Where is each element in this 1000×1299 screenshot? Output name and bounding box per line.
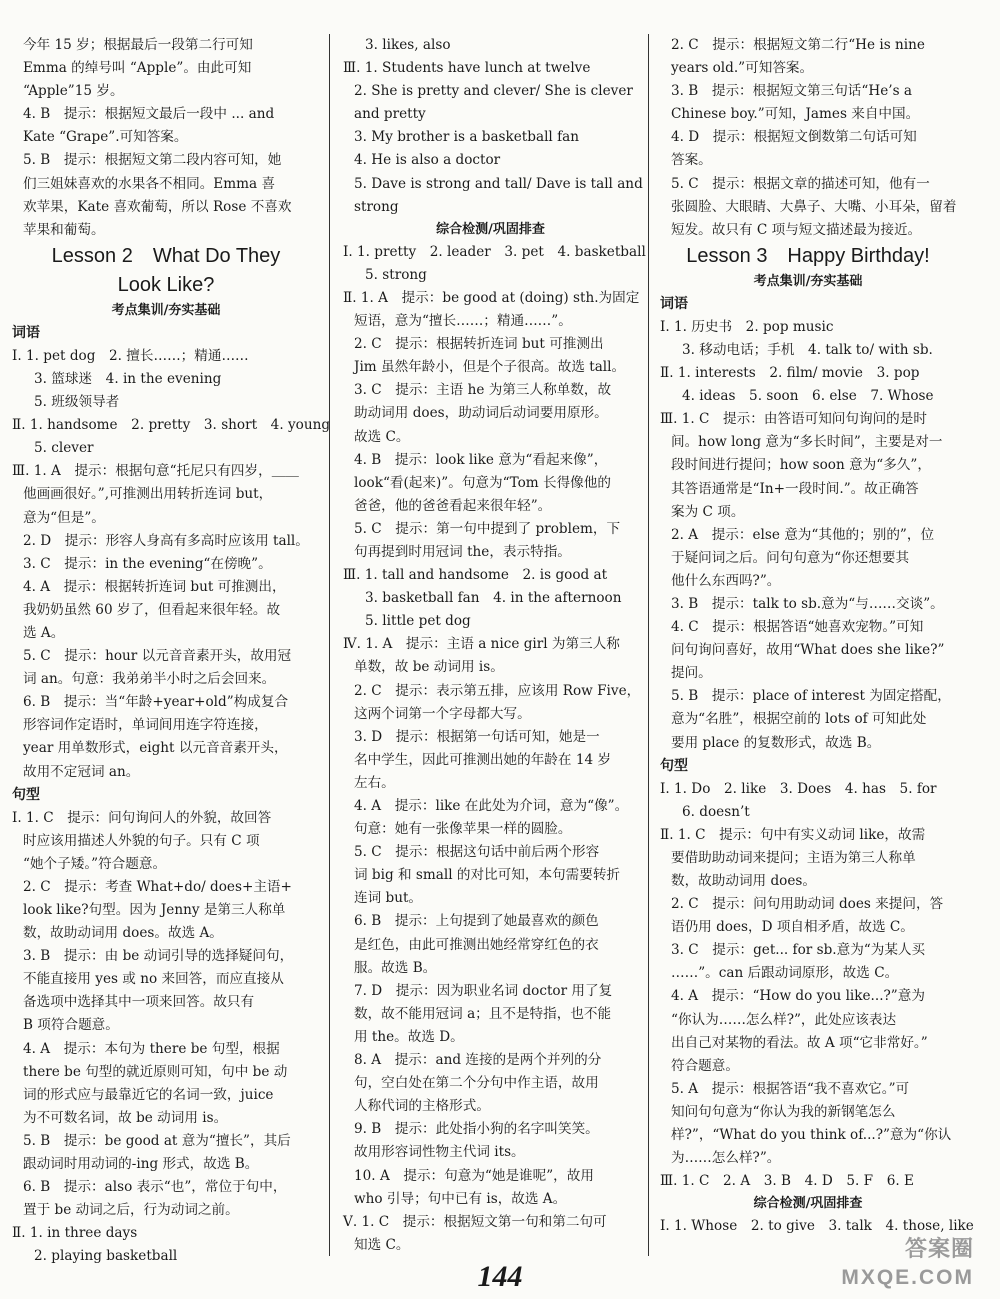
answer-line: Ⅲ. 1. C 提示：由答语可知问句询问的是时 [660,411,927,428]
answer-line: 语仍用 does，D 项自相矛盾，故选 C。 [671,919,914,936]
answer-line: 2. A 提示：else 意为“其他的；别的”，位 [671,526,935,543]
answer-line: 间。how long 意为“多长时间”，主要是对一 [671,434,943,451]
answer-line: 5. B 提示：place of interest 为固定搭配， [671,688,951,705]
answer-line: 3. C 提示：主语 he 为第三人称单数，故 [354,382,612,399]
answer-line: 5. 班级领导者 [34,394,120,411]
answer-line: Ⅳ. 1. A 提示：主语 a nice girl 为第三人称 [343,636,620,653]
answer-line: year 用单数形式，eight 以元音音素开头， [23,740,288,757]
answer-line: 意为“但是”。 [23,509,105,526]
answer-line: “她个子矮。”符合题意。 [23,855,167,872]
answer-line: Ⅲ. 1. C 2. A 3. B 4. D 5. F 6. E [660,1173,914,1190]
answer-line: 3. C 提示：in the evening“在傍晚”。 [23,555,272,572]
answer-line: 提问。 [671,665,712,682]
answer-line: 词 an。句意：我弟弟半小时之后会回来。 [23,671,276,688]
answer-line: 3. basketball fan 4. in the afternoon [365,590,622,607]
answer-line: “你认为……怎么样?”，此处应该表达 [671,1011,897,1028]
answer-line: 句再提到时用冠词 the，表示特指。 [354,543,571,560]
answer-line: 苹果和葡萄。 [23,221,105,238]
answer-line: 4. A 提示：根据转折连词 but 可推测出， [23,578,286,595]
answer-line: 问句询问喜好，故用“What does she like?” [671,642,945,659]
section-heading: 句型 [12,786,40,803]
lesson-title: Lesson 2 What Do They [51,244,281,267]
answer-line: 故用不定冠词 an。 [23,763,140,780]
answer-line: 助动词用 does，助动词后动词要用原形。 [354,405,608,422]
answer-line: 2. She is pretty and clever/ She is clever [354,83,633,100]
answer-line: 3. C 提示：get... for sb.意为“为某人买 [671,942,926,959]
answer-line: ……”。can 后跟动词原形，故选 C。 [671,965,899,982]
answer-line: Ⅱ. 1. interests 2. film/ movie 3. pop [660,365,920,382]
answer-line: Ⅴ. 1. C 提示：根据短文第一句和第二句可 [343,1213,607,1230]
answer-line: 爸爸，他的爸爸看起来很年轻”。 [354,497,552,514]
answer-line: 置于 be 动词之后，行为动词之前。 [23,1202,239,1219]
answer-line: 要借助助动词来提问；主语为第三人称单 [671,849,916,866]
answer-line: 时应该用描述人外貌的句子。只有 C 项 [23,832,260,849]
answer-line: 案为 C 项。 [671,503,745,520]
answer-line: 人称代词的主格形式。 [354,1098,490,1115]
answer-line: Kate “Grape”.可知答案。 [23,129,188,146]
answer-line: 5. C 提示：根据这句话中前后两个形容 [354,844,600,861]
answer-line: 我奶奶虽然 60 岁了，但看起来很年轻。故 [23,601,281,618]
answer-line: 6. B 提示：上句提到了她最喜欢的颜色 [354,913,599,930]
section-heading: 词语 [12,324,40,341]
answer-line: 3. 篮球迷 4. in the evening [34,370,222,387]
answer-line: 符合题意。 [671,1057,739,1074]
answer-line: 意为“名胜”，根据空前的 lots of 可知此处 [671,711,927,728]
answer-line: 数，故不能用冠词 a；且不是特指，也不能 [354,1005,612,1022]
answer-line: “Apple”15 岁。 [23,83,124,100]
answer-line: 出自己对某物的看法。故 A 项“它非常好。” [671,1034,928,1051]
answer-line: 4. He is also a doctor [354,152,501,169]
answer-line: 5. C 提示：第一句中提到了 problem，下 [354,520,621,537]
answer-line: Ⅰ. 1. pet dog 2. 擅长……；精通…… [12,347,249,364]
answer-line: 10. A 提示：句意为“她是谁呢”，故用 [354,1167,594,1184]
lesson-title: Look Like? [117,273,215,296]
answer-line: 5. C 提示：根据文章的描述可知，他有一 [671,175,930,192]
answer-line: 数，故助动词用 does。 [671,873,816,889]
answer-line: Ⅰ. 1. pretty 2. leader 3. pet 4. basketball [343,243,646,260]
answer-line: 这两个词第一个字母都大写。 [354,705,531,722]
page-number: 144 [477,1260,523,1293]
answer-line: Ⅱ. 1. C 提示：句中有实义动词 like，故需 [660,826,926,843]
answer-line: Ⅲ. 1. Students have lunch at twelve [343,60,591,77]
answer-line: 连词 but。 [354,890,423,907]
answer-line: 4. B 提示：look like 意为“看起来像”， [354,451,608,468]
answer-line: 知问句句意为“你认为我的新钢笔怎么 [671,1103,896,1120]
answer-line: 选 A。 [23,624,65,641]
answer-line: 句意：她有一张像苹果一样的圆脸。 [354,821,572,838]
answer-line: 跟动词时用动词的-ing 形式，故选 B。 [23,1156,259,1173]
answer-line: 5. C 提示：hour 以元音音素开头，故用冠 [23,648,292,665]
answer-line: 名中学生，因此可推测出她的年龄在 14 岁 [354,751,612,768]
answer-line: 形容词作定语时，单词间用连字符连接， [23,717,268,734]
answer-line: Ⅱ. 1. handsome 2. pretty 3. short 4. young [12,417,331,434]
answer-line: 们三姐妹喜欢的水果各不相同。Emma 喜 [23,175,276,192]
answer-line: 6. B 提示：also 表示“也”，常位于句中， [23,1179,287,1196]
answer-line: 张圆脸、大眼睛、大鼻子、大嘴、小耳朵，留着 [671,198,957,215]
answer-line: Ⅰ. 1. C 提示：问句询问人的外貌，故回答 [12,809,272,826]
answer-line: 5. A 提示：根据答语“我不喜欢它。”可 [671,1080,910,1097]
answer-line: Chinese boy.”可知，James 来自中国。 [671,106,920,123]
answer-line: 用 the。故选 D。 [354,1028,464,1045]
answer-line: 2. C 提示：根据转折连词 but 可推测出 [354,336,604,353]
answer-line: 2. C 提示：考查 What+do/ does+主语+ [23,878,292,895]
answer-line: 左右。 [354,774,395,791]
answer-line: 其答语通常是“In+一段时间.”。故正确答 [671,480,919,497]
answer-line: 答案。 [671,152,712,169]
answer-line: 他画画很好。”,可推测出用转折连词 but， [23,486,273,503]
answer-line: Ⅲ. 1. tall and handsome 2. is good at [343,567,608,584]
answer-line: 3. B 提示：根据短文第三句话“He’s a [671,83,912,100]
answer-line: 为不可数名词，故 be 动词用 is。 [23,1109,228,1126]
answer-line: there be 句型的就近原则可知，句中 be 动 [23,1063,288,1080]
answer-line: 5. clever [34,440,94,457]
answer-line: Ⅰ. 1. Do 2. like 3. Does 4. has 5. for [660,780,937,797]
section-subtitle: 综合检测/巩固排查 [436,221,545,237]
answer-line: Emma 的绰号叫 “Apple”。由此可知 [23,60,252,77]
answer-line: 短语，意为“擅长……；精通……”。 [354,313,572,330]
answer-line: 7. D 提示：因为职业名词 doctor 用了复 [354,982,613,999]
answer-line: years old.”可知答案。 [671,60,814,77]
column-right [660,34,974,1256]
answer-line: 数，故助动词用 does。故选 A。 [23,925,223,942]
answer-line: strong [354,198,399,215]
answer-line: 4. A 提示：“How do you like...?”意为 [671,988,925,1005]
answer-line: Jim 虽然年龄小，但是个子很高。故选 tall。 [354,359,626,376]
column-divider [648,34,649,1256]
answer-line: 词 big 和 small 的对比可知，本句需要转折 [354,867,621,884]
answer-line: 3. B 提示：talk to sb.意为“与……交谈”。 [671,595,944,612]
answer-line: 4. A 提示：本句为 there be 句型，根据 [23,1040,280,1057]
answer-line: 5. strong [365,266,427,283]
answer-line: 5. little pet dog [365,613,471,630]
answer-line: 故选 C。 [354,428,410,445]
answer-line: 2. playing basketball [34,1248,178,1265]
watermark-text-bottom: MXQE.COM [841,1266,974,1289]
answer-line: 9. B 提示：此处指小狗的名字叫笑笑。 [354,1121,599,1138]
answer-line: B 项符合题意。 [23,1017,119,1034]
answer-line: 2. C 提示：问句用助动词 does 来提问，答 [671,896,944,913]
answer-line: look“看(起来)”。句意为“Tom 长得像他的 [354,474,611,491]
answer-line: 短发。故只有 C 项与短文描述最为接近。 [671,221,922,238]
answer-line: and pretty [354,106,426,123]
answer-line: 句，空白处在第二个分句中作主语，故用 [354,1075,599,1092]
answer-line: 3. likes, also [365,37,451,53]
column-left [12,34,331,1265]
answer-line: 欢苹果，Kate 喜欢葡萄，所以 Rose 不喜欢 [23,198,292,215]
lesson-title: Lesson 3 Happy Birthday! [686,244,930,267]
answer-line: 5. Dave is strong and tall/ Dave is tall and [354,175,643,192]
answer-line: 6. doesn’t [682,803,750,820]
answer-line: 4. C 提示：根据答语“她喜欢宠物。”可知 [671,619,924,636]
answer-line: 5. B 提示：根据短文第二段内容可知，她 [23,152,282,169]
column-divider [329,34,330,1256]
answer-line: Ⅰ. 1. Whose 2. to give 3. talk 4. those, like [660,1218,974,1235]
answer-line: 故用形容词性物主代词 its。 [354,1144,525,1161]
answer-line: 服。故选 B。 [354,959,437,976]
answer-line: 知选 C。 [354,1236,410,1253]
answer-line: 4. D 提示：根据短文倒数第二句话可知 [671,129,917,146]
answer-line: 3. D 提示：根据第一句话可知，她是一 [354,728,600,745]
answer-line: 2. D 提示：形容人身高有多高时应该用 tall。 [23,532,309,549]
answer-line: 2. C 提示：表示第五排，应该用 Row Five， [354,682,641,699]
watermark [812,1232,980,1294]
answer-line: 词的形式应与最靠近它的名词一致，juice [23,1086,274,1103]
answer-line: 于疑问词之后。问句句意为“你还想要其 [671,549,910,566]
column-middle [343,34,646,1256]
section-heading: 词语 [660,295,688,312]
watermark-text-top: 答案圈 [904,1236,974,1261]
answer-line: 4. A 提示：like 在此处为介词，意为“像”。 [354,798,629,814]
answer-line: Ⅱ. 1. in three days [12,1225,138,1242]
answer-line: 4. B 提示：根据短文最后一段中 ... and [23,106,275,123]
answer-line: 为……怎么样?”。 [671,1150,781,1167]
answer-line: look like?句型。因为 Jenny 是第三人称单 [23,902,286,918]
answer-line: Ⅲ. 1. A 提示：根据句意“托尼只有四岁，＿＿ [12,463,299,480]
answer-line: 3. My brother is a basketball fan [354,129,579,146]
answer-line: who 引导；句中已有 is，故选 A。 [354,1190,567,1207]
answer-line: 是红色，由此可推测出她经常穿红色的衣 [354,936,599,953]
section-heading: 句型 [660,757,688,774]
answer-line: 3. 移动电话；手机 4. talk to/ with sb. [682,341,933,358]
answer-line: 4. ideas 5. soon 6. else 7. Whose [682,388,934,405]
answer-line: 2. C 提示：根据短文第二行“He is nine [671,37,925,53]
answer-line: 今年 15 岁；根据最后一段第二行可知 [23,37,253,53]
answer-line: 6. B 提示：当“年龄+year+old”构成复合 [23,694,289,711]
answer-line: 单数，故 be 动词用 is。 [354,659,504,676]
section-subtitle: 考点集训/夯实基础 [111,302,221,318]
answer-line: Ⅰ. 1. 历史书 2. pop music [660,318,834,335]
section-subtitle: 综合检测/巩固排查 [753,1196,863,1212]
answer-line: 段时间进行提问；how soon 意为“多久”， [671,457,931,474]
answer-line: 要用 place 的复数形式，故选 B。 [671,734,881,751]
answer-line: 5. B 提示：be good at 意为“擅长”，其后 [23,1132,291,1149]
answer-line: 8. A 提示：and 连接的是两个并列的分 [354,1052,602,1069]
answer-line: 样?”，“What do you think of...?”意为“你认 [671,1127,952,1144]
answer-line: 备选项中选择其中一项来回答。故只有 [23,994,255,1011]
answer-line: 3. B 提示：由 be 动词引导的选择疑问句， [23,948,294,965]
answer-line: 他什么东西吗?”。 [671,572,781,589]
section-subtitle: 考点集训/夯实基础 [753,273,863,289]
answer-line: Ⅱ. 1. A 提示：be good at (doing) sth.为固定 [343,289,640,306]
answer-line: 不能直接用 yes 或 no 来回答，而应直接从 [23,971,284,988]
